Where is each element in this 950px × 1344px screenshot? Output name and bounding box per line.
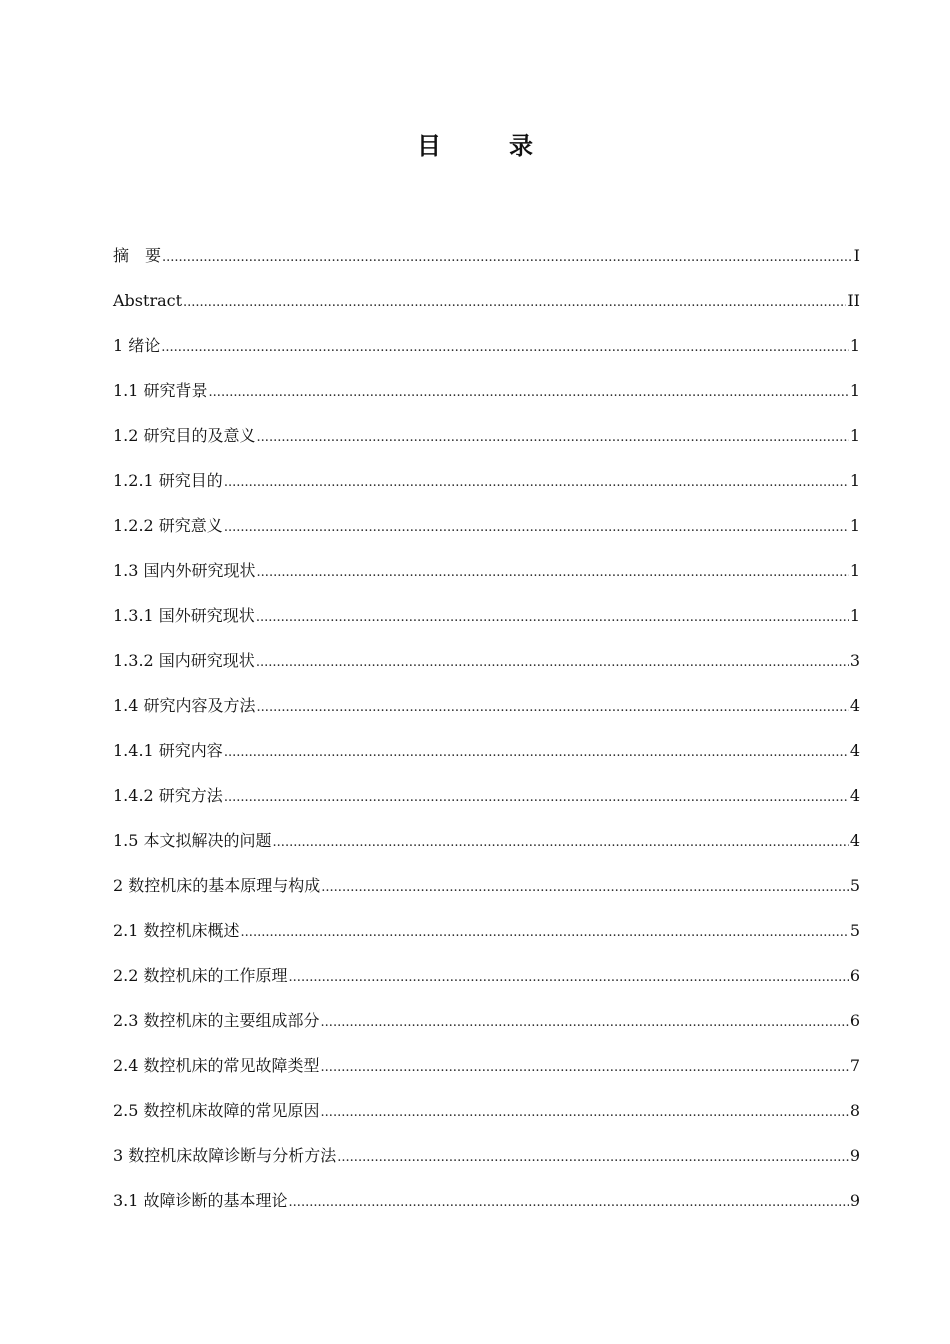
toc-dot-leader bbox=[256, 603, 849, 633]
toc-entry-page-number: 9 bbox=[849, 1146, 860, 1165]
toc-entry[interactable] bbox=[113, 466, 860, 511]
toc-entry-label: 1.3.2 国内研究现状 bbox=[113, 651, 255, 670]
toc-entry-page-number: 1 bbox=[849, 381, 860, 400]
toc-entry-label: 1.4.2 研究方法 bbox=[113, 786, 223, 805]
toc-dot-leader bbox=[162, 243, 853, 273]
toc-entry-page-number: 4 bbox=[849, 831, 860, 850]
toc-dot-leader bbox=[321, 873, 849, 903]
toc-entry[interactable] bbox=[113, 781, 860, 826]
toc-dot-leader bbox=[321, 1053, 849, 1083]
toc-dot-leader bbox=[224, 738, 849, 768]
toc-entry-label: 1.2.1 研究目的 bbox=[113, 471, 223, 490]
toc-entry-page-number: 5 bbox=[849, 876, 860, 895]
toc-entry[interactable] bbox=[113, 826, 860, 871]
toc-entry-label: 1 绪论 bbox=[113, 336, 161, 355]
toc-entry-page-number: 3 bbox=[849, 651, 860, 670]
toc-dot-leader bbox=[273, 828, 849, 858]
toc-dot-leader bbox=[289, 1188, 849, 1218]
toc-entry-page-number: 1 bbox=[849, 606, 860, 625]
toc-entry-page-number: 4 bbox=[849, 786, 860, 805]
toc-entry-page-number: 4 bbox=[849, 696, 860, 715]
toc-entry-page-number: 1 bbox=[849, 336, 860, 355]
toc-entry[interactable] bbox=[113, 511, 860, 556]
toc-entry-page-number: 9 bbox=[849, 1191, 860, 1210]
toc-entry-page-number: 6 bbox=[849, 966, 860, 985]
toc-entry-page-number: 1 bbox=[849, 471, 860, 490]
toc-entry-page-number: 7 bbox=[849, 1056, 860, 1075]
toc-entry-page-number: I bbox=[853, 246, 860, 265]
toc-dot-leader bbox=[241, 918, 849, 948]
toc-entry-page-number: 1 bbox=[849, 426, 860, 445]
toc-entry-label: 3 数控机床故障诊断与分析方法 bbox=[113, 1146, 337, 1165]
toc-entry-page-number: 5 bbox=[849, 921, 860, 940]
toc-dot-leader bbox=[161, 333, 849, 363]
toc-entry-page-number: II bbox=[847, 291, 860, 310]
toc-entry[interactable] bbox=[113, 646, 860, 691]
toc-entry-label: 1.1 研究背景 bbox=[113, 381, 208, 400]
toc-entry-page-number: 4 bbox=[849, 741, 860, 760]
toc-dot-leader bbox=[224, 468, 849, 498]
toc-entry[interactable] bbox=[113, 421, 860, 466]
toc-entry-page-number: 8 bbox=[849, 1101, 860, 1120]
toc-dot-leader bbox=[183, 288, 846, 318]
toc-entry[interactable] bbox=[113, 961, 860, 1006]
toc-entry-label: 2.1 数控机床概述 bbox=[113, 921, 240, 940]
toc-entry[interactable] bbox=[113, 1096, 860, 1141]
toc-entry[interactable] bbox=[113, 1006, 860, 1051]
toc-entry-label: 2.2 数控机床的工作原理 bbox=[113, 966, 288, 985]
toc-entry[interactable] bbox=[113, 691, 860, 736]
toc-entry[interactable] bbox=[113, 1051, 860, 1096]
toc-dot-leader bbox=[224, 513, 849, 543]
toc-dot-leader bbox=[257, 693, 849, 723]
toc-entry[interactable] bbox=[113, 331, 860, 376]
toc-entry-label: 2.3 数控机床的主要组成部分 bbox=[113, 1011, 320, 1030]
toc-entry-label: 2 数控机床的基本原理与构成 bbox=[113, 876, 321, 895]
toc-dot-leader bbox=[321, 1008, 849, 1038]
toc-dot-leader bbox=[256, 648, 849, 678]
toc-entry-label: 1.4 研究内容及方法 bbox=[113, 696, 256, 715]
toc-entry[interactable] bbox=[113, 601, 860, 646]
toc-entry[interactable] bbox=[113, 556, 860, 601]
toc-entry-label: 1.3 国内外研究现状 bbox=[113, 561, 256, 580]
toc-dot-leader bbox=[337, 1143, 849, 1173]
toc-entry[interactable] bbox=[113, 1186, 860, 1231]
toc-entry-label: 摘 要 bbox=[113, 246, 162, 265]
toc-entry-label: 2.4 数控机床的常见故障类型 bbox=[113, 1056, 320, 1075]
toc-entry-label: 2.5 数控机床故障的常见原因 bbox=[113, 1101, 320, 1120]
toc-entry[interactable] bbox=[113, 1141, 860, 1186]
toc-entry[interactable] bbox=[113, 376, 860, 421]
toc-dot-leader bbox=[257, 423, 849, 453]
toc-entry-label: 1.3.1 国外研究现状 bbox=[113, 606, 255, 625]
page-title: 目 录 bbox=[417, 131, 555, 160]
toc-entry[interactable] bbox=[113, 286, 860, 331]
toc-dot-leader bbox=[257, 558, 849, 588]
toc-entry-label: 3.1 故障诊断的基本理论 bbox=[113, 1191, 288, 1210]
toc-dot-leader bbox=[321, 1098, 849, 1128]
toc-entry-page-number: 1 bbox=[849, 561, 860, 580]
toc-dot-leader bbox=[224, 783, 849, 813]
toc-entry-label: 1.2 研究目的及意义 bbox=[113, 426, 256, 445]
toc-entry[interactable] bbox=[113, 241, 860, 286]
toc-dot-leader bbox=[289, 963, 849, 993]
table-of-contents bbox=[113, 241, 860, 1231]
toc-entry-label: 1.4.1 研究内容 bbox=[113, 741, 223, 760]
toc-entry-page-number: 6 bbox=[849, 1011, 860, 1030]
toc-entry[interactable] bbox=[113, 916, 860, 961]
toc-entry-page-number: 1 bbox=[849, 516, 860, 535]
toc-entry[interactable] bbox=[113, 871, 860, 916]
toc-entry-label: 1.5 本文拟解决的问题 bbox=[113, 831, 272, 850]
toc-entry-label: 1.2.2 研究意义 bbox=[113, 516, 223, 535]
toc-entry[interactable] bbox=[113, 736, 860, 781]
toc-entry-label: Abstract bbox=[113, 291, 183, 310]
toc-dot-leader bbox=[209, 378, 849, 408]
